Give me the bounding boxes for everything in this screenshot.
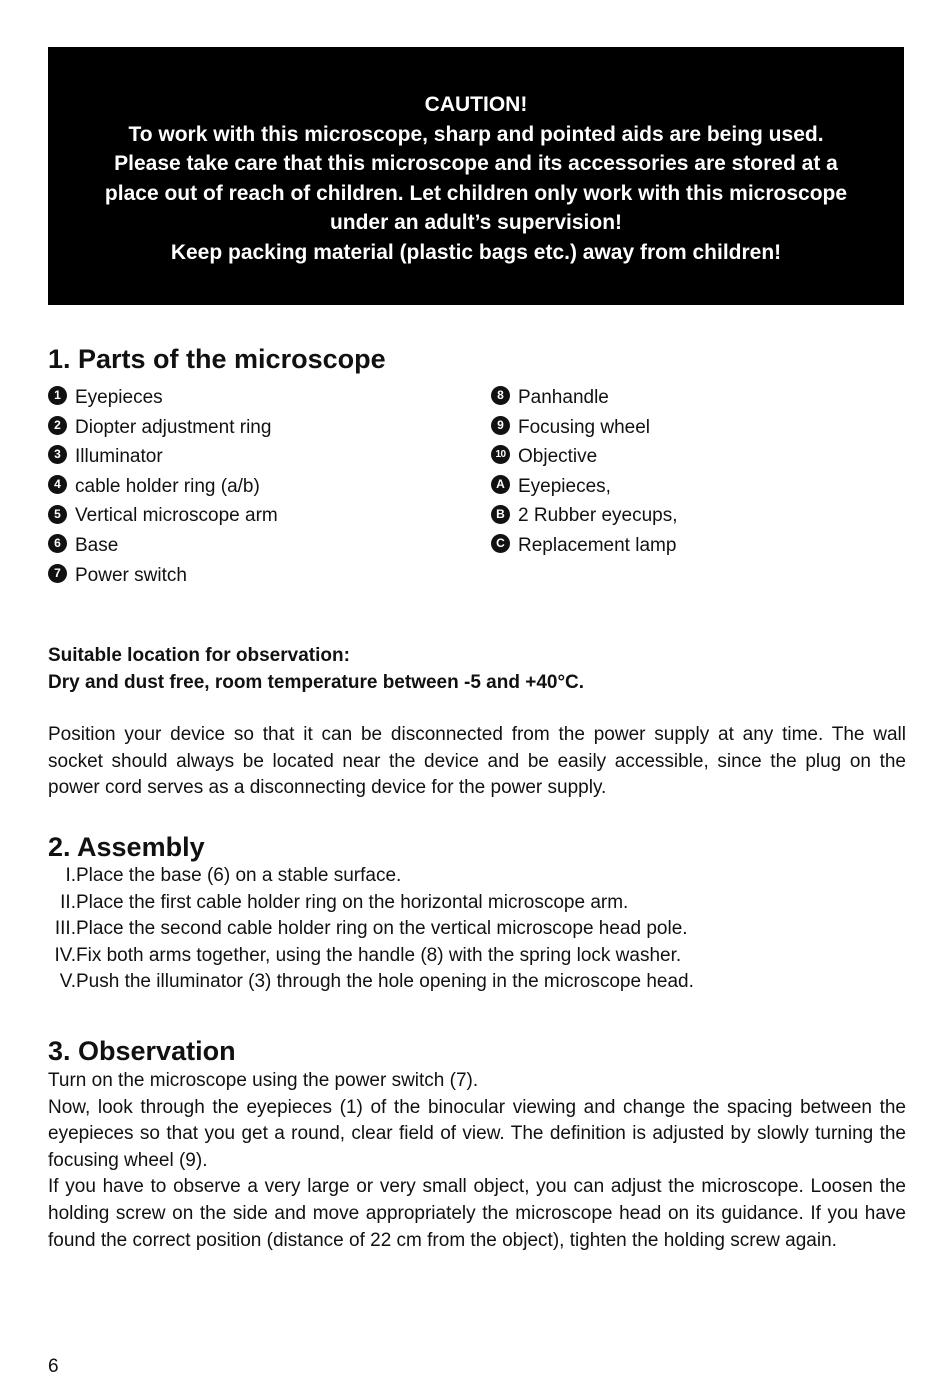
- number-badge: 7: [48, 564, 67, 583]
- step-text: Place the base (6) on a stable surface.: [76, 865, 402, 886]
- part-item: [48, 472, 278, 502]
- step-text: Fix both arms together, using the handle (8) with the spring lock washer.: [76, 944, 682, 966]
- assembly-step: [48, 916, 908, 943]
- assembly-step: [48, 969, 908, 996]
- part-label: Eyepieces,: [518, 475, 611, 497]
- step-number: IV.: [54, 944, 76, 966]
- part-item: [48, 413, 278, 443]
- location-conditions: Dry and dust free, room temperature between -5 and +40°C.: [48, 672, 585, 693]
- observation-heading: 3. Observation: [48, 1036, 236, 1066]
- caution-line: under an adult’s supervision!: [329, 211, 623, 235]
- part-label: Objective: [518, 446, 598, 468]
- number-badge: 5: [48, 505, 67, 524]
- part-item: [48, 561, 278, 591]
- observation-paragraph: Now, look through the eyepieces (1) of the binocular viewing and change the spacing between the eyepieces so that you get a round, clear field of view. The definition is adjusted by slowly turning the focusing wheel (9).: [48, 1096, 906, 1171]
- part-label: Base: [75, 534, 119, 556]
- letter-badge: B: [491, 505, 510, 524]
- part-label: Panhandle: [518, 387, 609, 408]
- location-note: [48, 642, 908, 696]
- number-badge: 8: [491, 386, 510, 405]
- number-badge: 2: [48, 416, 67, 435]
- part-label: Replacement lamp: [518, 534, 677, 556]
- assembly-heading: 2. Assembly: [48, 832, 205, 862]
- location-title: Suitable location for observation:: [48, 645, 350, 666]
- step-text: Push the illuminator (3) through the hole opening in the microscope head.: [76, 971, 694, 993]
- caution-line: place out of reach of children. Let children only work with this microscope: [104, 181, 848, 205]
- number-badge: 6: [48, 534, 67, 553]
- part-item: [491, 531, 678, 561]
- caution-line: To work with this microscope, sharp and pointed aids are being used.: [128, 122, 824, 146]
- part-item: [491, 413, 678, 443]
- power-supply-note: Position your device so that it can be disconnected from the power supply at any time. The wall socket should always be located near the device and be easily accessible, since the plug on the power cord serves as a disconnecting device for the power supply.: [48, 724, 906, 799]
- part-item: [48, 531, 278, 561]
- step-number: III.: [54, 918, 76, 940]
- caution-line: Please take care that this microscope and its accessories are stored at a: [114, 152, 838, 176]
- part-item: [491, 442, 678, 472]
- part-label: Illuminator: [75, 446, 163, 468]
- parts-heading: 1. Parts of the microscope: [48, 344, 386, 374]
- part-label: Eyepieces: [75, 387, 163, 408]
- number-badge: 9: [491, 416, 510, 435]
- part-item: [491, 501, 678, 531]
- assembly-step: [48, 943, 908, 970]
- part-item: [48, 501, 278, 531]
- number-badge: 3: [48, 445, 67, 464]
- part-label: cable holder ring (a/b): [75, 475, 260, 497]
- step-text: Place the second cable holder ring on the vertical microscope head pole.: [76, 918, 688, 940]
- assembly-step: [48, 890, 908, 917]
- caution-box: [48, 47, 904, 305]
- assembly-step: [48, 863, 908, 890]
- number-badge: 10: [491, 445, 510, 464]
- observation-text: [48, 1068, 906, 1254]
- step-number: II.: [60, 891, 76, 913]
- letter-badge: A: [491, 475, 510, 494]
- part-label: Power switch: [75, 564, 187, 586]
- part-label: Diopter adjustment ring: [75, 416, 272, 438]
- part-item: [48, 442, 278, 472]
- observation-paragraph: If you have to observe a very large or very small object, you can adjust the microscope. Loosen the holding screw on the side and move appropriately the microscope head on its guidance. If you have found the correct position (distance of 22 cm from the object), tighten the holding screw again.: [48, 1176, 906, 1251]
- step-text: Place the first cable holder ring on the horizontal microscope arm.: [76, 891, 629, 913]
- letter-badge: C: [491, 534, 510, 553]
- part-label: Vertical microscope arm: [75, 505, 278, 527]
- parts-list-left: [48, 383, 278, 590]
- part-label: 2 Rubber eyecups,: [518, 505, 678, 527]
- caution-line: Keep packing material (plastic bags etc.) away from children!: [170, 240, 782, 264]
- assembly-steps: [48, 863, 908, 996]
- number-badge: 4: [48, 475, 67, 494]
- number-badge: 1: [48, 386, 67, 405]
- step-number: I.: [65, 865, 76, 886]
- observation-paragraph: Turn on the microscope using the power switch (7).: [48, 1070, 479, 1091]
- caution-title: CAUTION!: [424, 93, 528, 116]
- part-item: [491, 472, 678, 502]
- page-number: 6: [48, 1356, 59, 1377]
- part-label: Focusing wheel: [518, 416, 651, 438]
- part-item: [48, 383, 278, 413]
- step-number: V.: [59, 971, 76, 993]
- part-item: [491, 383, 678, 413]
- parts-list-right: [491, 383, 678, 561]
